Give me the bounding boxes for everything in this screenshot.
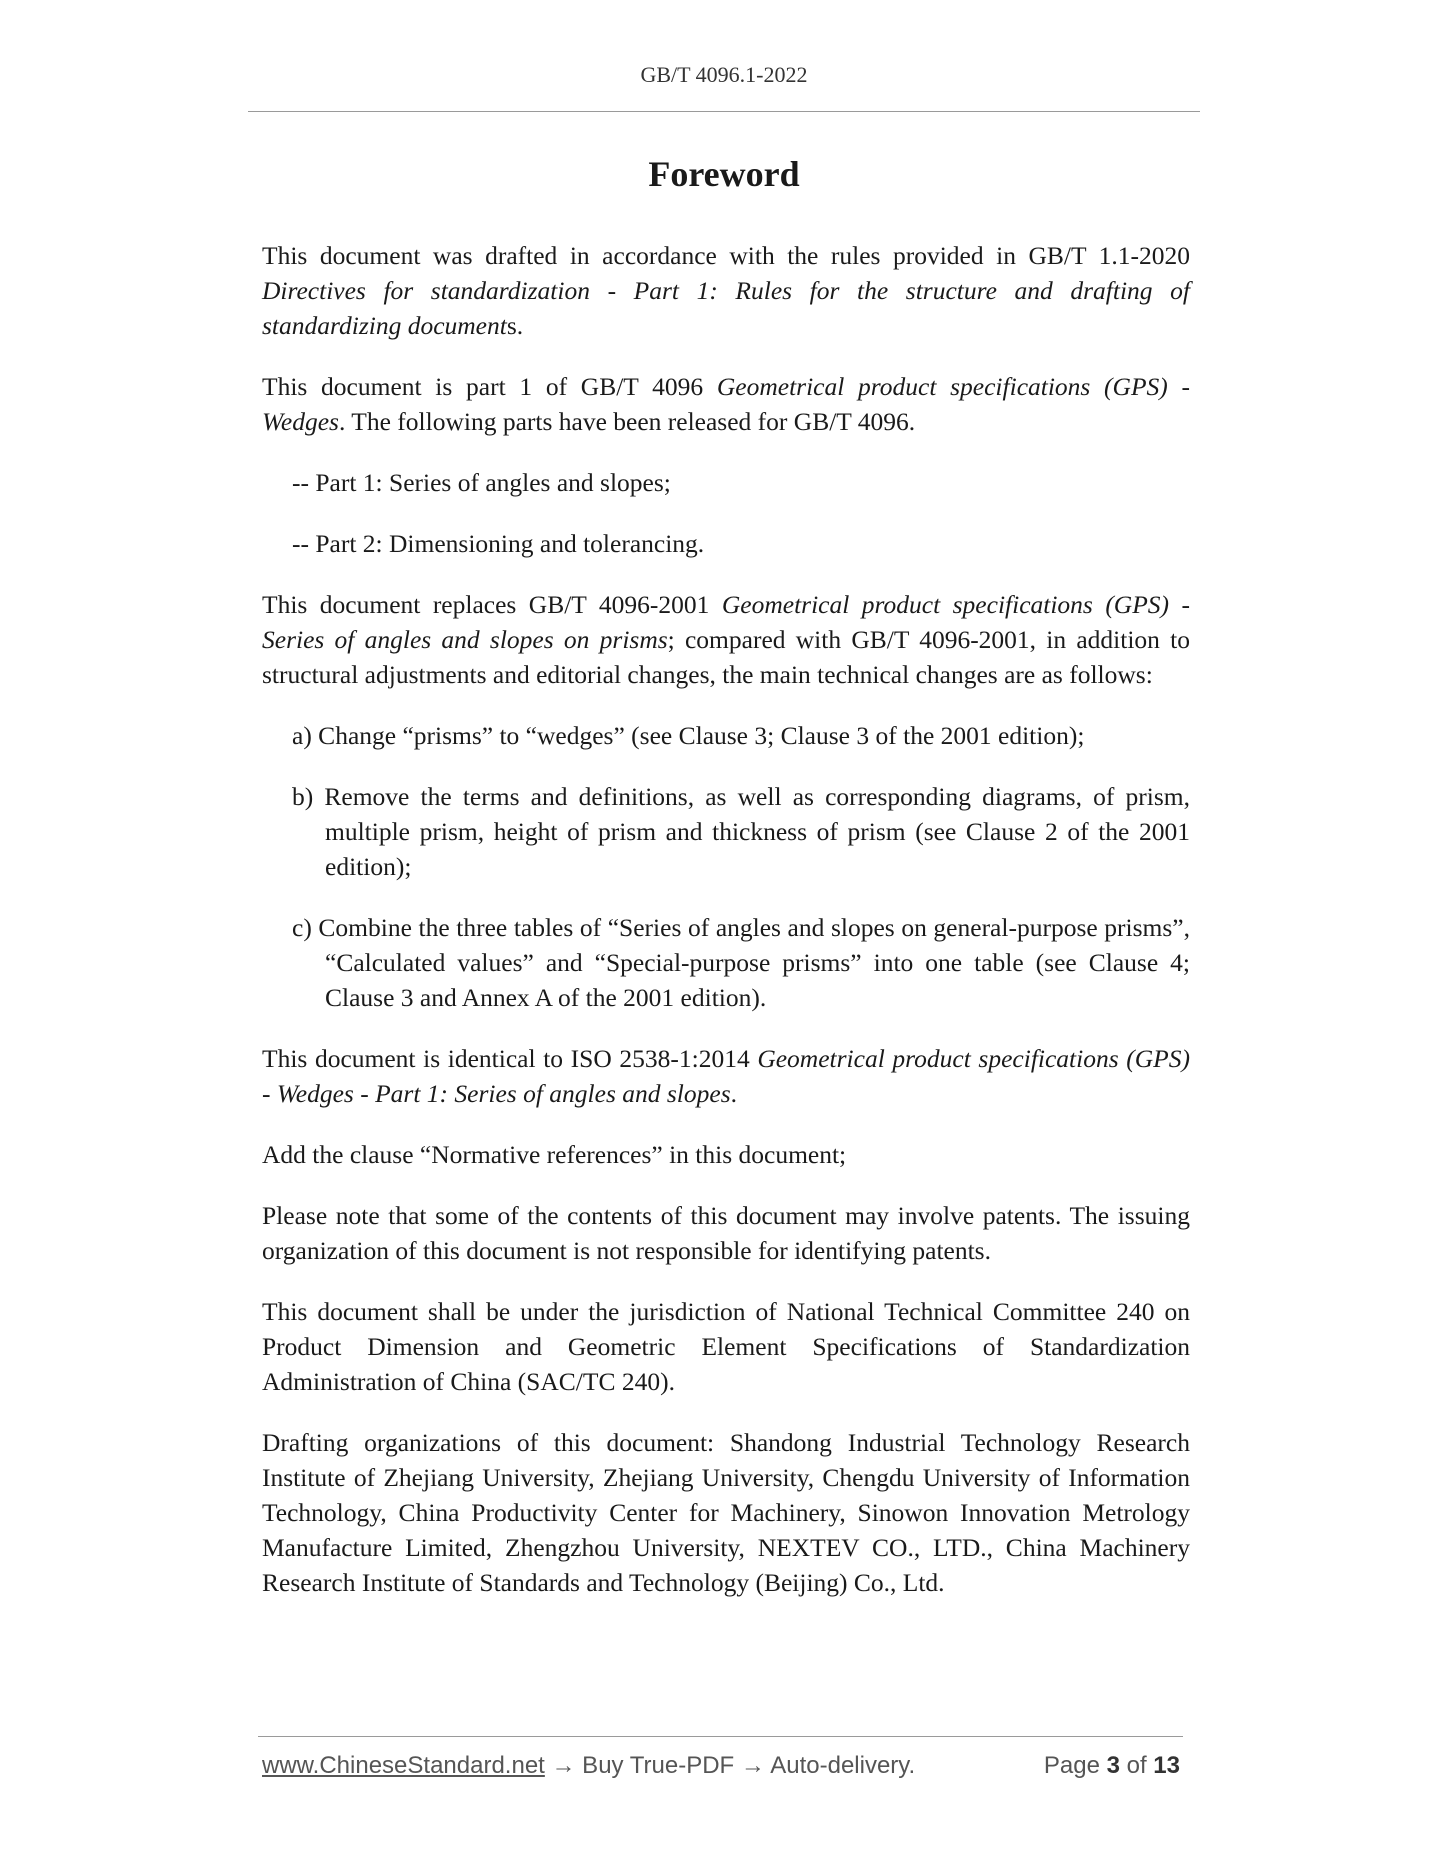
- list-item: b) Remove the terms and definitions, as well as corresponding diagrams, of prism, multiple prism, height of prism and thickness of prism (see Clause 2 of the 2001 edition);: [292, 782, 1190, 881]
- page-footer: [262, 1752, 1180, 1786]
- page-number: Page 3 of 13: [1043, 1752, 1180, 1779]
- list-item: -- Part 2: Dimensioning and tolerancing.: [292, 529, 705, 558]
- current-page: 3: [1106, 1752, 1120, 1779]
- list-item: -- Part 1: Series of angles and slopes;: [292, 468, 671, 497]
- foreword-body: [262, 238, 1190, 1626]
- paragraph-added-clause: Add the clause “Normative references” in this document;: [262, 1140, 847, 1169]
- header-divider: [248, 111, 1200, 112]
- paragraph-drafting-organizations: Drafting organizations of this document: Shandong Industrial Technology Research Institute of Zhejiang University, Zhejiang University, Chengdu University of Information Technology, China Productivity Center for Machinery, Sinowon Innovation Metrology Manufacture Limited, Zhengzhou University, NEXTEV CO., LTD., China Machinery Research Institute of Standards and Technology (Beijing) Co., Ltd.: [262, 1428, 1190, 1597]
- website-link[interactable]: www.ChineseStandard.net: [262, 1752, 545, 1779]
- paragraph-drafting-rules: This document was drafted in accordance with the rules provided in GB/T 1.1-2020 Directives for standardization - Part 1: Rules for the structure and drafting of standardizing documents.: [262, 241, 1190, 340]
- paragraph-patents: Please note that some of the contents of this document may involve patents. The issuing organization of this document is not responsible for identifying patents.: [262, 1201, 1190, 1265]
- paragraph-identical-iso: This document is identical to ISO 2538-1:2014 Geometrical product specifications (GPS) - Wedges - Part 1: Series of angles and slopes.: [262, 1044, 1190, 1108]
- footer-divider: [258, 1736, 1183, 1737]
- page-header: GB/T 4096.1-2022: [640, 62, 808, 87]
- paragraph-jurisdiction: This document shall be under the jurisdiction of National Technical Committee 240 on Product Dimension and Geometric Element Specifications of Standardization Administration of China (SAC/TC 240).: [262, 1297, 1190, 1396]
- total-pages: 13: [1153, 1752, 1180, 1779]
- footer-promo: [262, 1752, 915, 1780]
- list-item: a) Change “prisms” to “wedges” (see Clause 3; Clause 3 of the 2001 edition);: [292, 721, 1085, 750]
- paragraph-part-info: This document is part 1 of GB/T 4096 Geometrical product specifications (GPS) - Wedges. The following parts have been released for GB/T 4096.: [262, 372, 1190, 436]
- paragraph-replaces: This document replaces GB/T 4096-2001 Geometrical product specifications (GPS) - Series of angles and slopes on prisms; compared with GB/T 4096-2001, in addition to structural adjustments and editorial changes, the main technical changes are as follows:: [262, 590, 1191, 689]
- list-item: c) Combine the three tables of “Series of angles and slopes on general-purpose prisms”, “Calculated values” and “Special-purpose prisms” into one table (see Clause 4; Clause 3 and Annex A of the 2001 edition).: [292, 913, 1190, 1012]
- page-title: Foreword: [648, 154, 800, 194]
- promo-text: → Buy True-PDF → Auto-delivery.: [544, 1752, 916, 1779]
